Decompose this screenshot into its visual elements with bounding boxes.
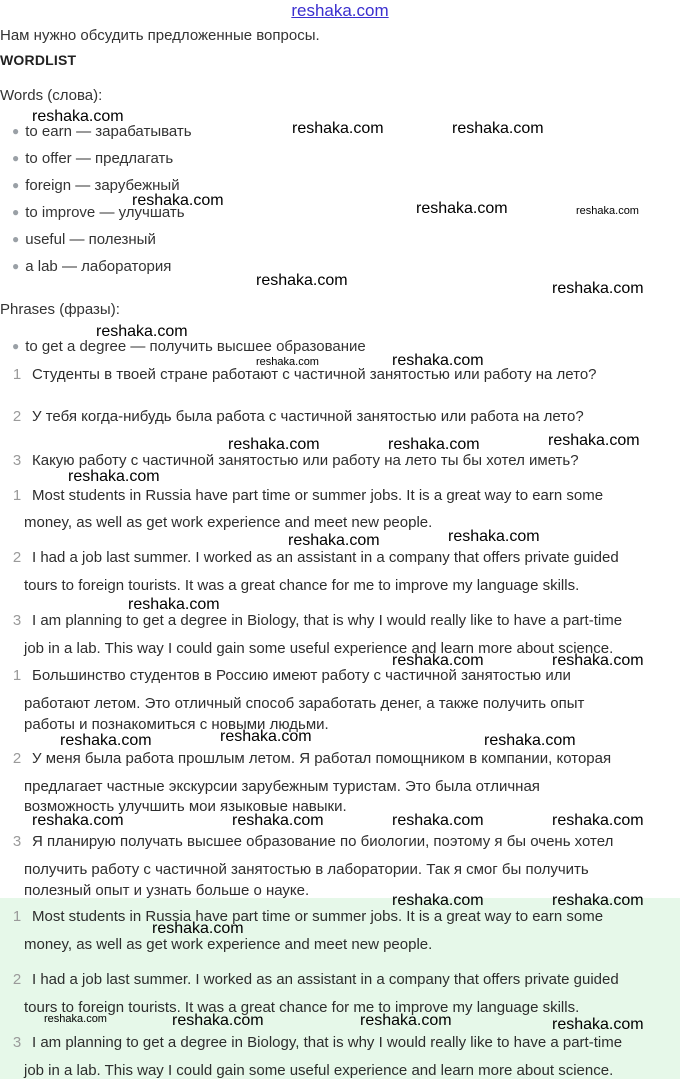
- watermark: reshaka.com: [548, 432, 640, 449]
- watermark: reshaka.com: [452, 120, 544, 137]
- answer-line: money, as well as get work experience and meet new people.: [24, 514, 433, 531]
- watermark: reshaka.com: [392, 812, 484, 829]
- answer-line: I had a job last summer. I worked as an assistant in a company that offers private guided: [32, 549, 619, 566]
- watermark: reshaka.com: [256, 356, 319, 368]
- watermark: reshaka.com: [256, 272, 348, 289]
- watermark: reshaka.com: [360, 1012, 452, 1029]
- watermark: reshaka.com: [552, 652, 644, 669]
- bullet-icon: ●: [12, 124, 20, 138]
- answer-line: Большинство студентов в Россию имеют работу с частичной занятостью или: [32, 667, 571, 684]
- answer-line: полезный опыт и узнать больше о науке.: [24, 882, 310, 899]
- answer-line: I am planning to get a degree in Biology, that is why I would really like to have a part-time: [32, 1034, 623, 1051]
- bullet-icon: ●: [12, 178, 20, 192]
- answer-line: I had a job last summer. I worked as an assistant in a company that offers private guided: [32, 971, 619, 988]
- word-text: useful — полезный: [25, 231, 156, 248]
- watermark: reshaka.com: [68, 468, 160, 485]
- watermark: reshaka.com: [152, 920, 244, 937]
- watermark: reshaka.com: [552, 280, 644, 297]
- answer-line: У меня была работа прошлым летом. Я работал помощником в компании, которая: [32, 750, 612, 767]
- word-text: a lab — лаборатория: [25, 258, 172, 275]
- watermark: reshaka.com: [288, 532, 380, 549]
- answer-number: 3: [12, 612, 22, 629]
- watermark: reshaka.com: [172, 1012, 264, 1029]
- watermark: reshaka.com: [392, 892, 484, 909]
- bullet-icon: ●: [12, 339, 20, 353]
- watermark: reshaka.com: [220, 728, 312, 745]
- answer-line: tours to foreign tourists. It was a great chance for me to improve my language skills.: [24, 577, 580, 594]
- answer-line: money, as well as get work experience and meet new people.: [24, 936, 433, 953]
- phrases-label: Phrases (фразы):: [0, 301, 120, 318]
- watermark: reshaka.com: [32, 812, 124, 829]
- watermark: reshaka.com: [60, 732, 152, 749]
- watermark: reshaka.com: [448, 528, 540, 545]
- watermark: reshaka.com: [128, 596, 220, 613]
- words-label: Words (слова):: [0, 87, 103, 104]
- answer-number: 1: [12, 487, 22, 504]
- phrase-text: to get a degree — получить высшее образование: [25, 338, 366, 355]
- question-number: 2: [12, 408, 22, 425]
- answer-number: 1: [12, 908, 22, 925]
- watermark: reshaka.com: [388, 436, 480, 453]
- bullet-icon: ●: [12, 259, 20, 273]
- question-text: У тебя когда-нибудь была работа с частичной занятостью или работа на лето?: [32, 408, 584, 425]
- answer-line: предлагает частные экскурсии зарубежным туристам. Это была отличная: [24, 778, 540, 795]
- word-item: [12, 258, 171, 275]
- watermark: reshaka.com: [228, 436, 320, 453]
- answer-number: 3: [12, 1034, 22, 1051]
- phrase-item: [12, 338, 366, 355]
- highlighted-answer-block: [0, 898, 680, 1079]
- answer-line: Most students in Russia have part time or summer jobs. It is a great way to earn some: [32, 908, 604, 925]
- watermark: reshaka.com: [552, 1016, 644, 1033]
- word-text: to offer — предлагать: [25, 150, 174, 167]
- answer-line: Most students in Russia have part time or summer jobs. It is a great way to earn some: [32, 487, 604, 504]
- word-item: [12, 150, 173, 167]
- answer-line: job in a lab. This way I could gain some useful experience and learn more about science.: [24, 640, 614, 657]
- watermark: reshaka.com: [552, 892, 644, 909]
- watermark: reshaka.com: [576, 205, 639, 217]
- site-link[interactable]: reshaka.com: [291, 1, 389, 20]
- answer-number: 2: [12, 549, 22, 566]
- answer-number: 1: [12, 667, 22, 684]
- watermark: reshaka.com: [132, 192, 224, 209]
- word-text: to earn — зарабатывать: [25, 123, 192, 140]
- answer-line: job in a lab. This way I could gain some useful experience and learn more about science.: [24, 1062, 614, 1079]
- watermark: reshaka.com: [96, 323, 188, 340]
- wordlist-heading: WORDLIST: [0, 52, 77, 68]
- word-text: foreign — зарубежный: [25, 177, 180, 194]
- watermark: reshaka.com: [484, 732, 576, 749]
- answer-line: tours to foreign tourists. It was a great chance for me to improve my language skills.: [24, 999, 580, 1016]
- watermark: reshaka.com: [44, 1013, 107, 1025]
- question-number: 3: [12, 452, 22, 469]
- answer-number: 2: [12, 971, 22, 988]
- watermark: reshaka.com: [552, 812, 644, 829]
- answer-line: I am planning to get a degree in Biology, that is why I would really like to have a part-time: [32, 612, 623, 629]
- watermark: reshaka.com: [392, 652, 484, 669]
- question-number: 1: [12, 366, 22, 383]
- watermark: reshaka.com: [292, 120, 384, 137]
- bullet-icon: ●: [12, 205, 20, 219]
- question-text: Какую работу с частичной занятостью или работу на лето ты бы хотел иметь?: [32, 452, 579, 469]
- bullet-icon: ●: [12, 151, 20, 165]
- word-item: [12, 231, 156, 248]
- answer-number: 3: [12, 833, 22, 850]
- question-text: Студенты в твоей стране работают с частичной занятостью или работу на лето?: [32, 366, 597, 383]
- bullet-icon: ●: [12, 232, 20, 246]
- watermark: reshaka.com: [232, 812, 324, 829]
- answer-line: Я планирую получать высшее образование по биологии, поэтому я бы очень хотел: [32, 833, 614, 850]
- watermark: reshaka.com: [32, 108, 124, 125]
- answer-line: получить работу с частичной занятостью в лаборатории. Так я смог бы получить: [24, 861, 589, 878]
- watermark: reshaka.com: [416, 200, 508, 217]
- word-text: to improve — улучшать: [25, 204, 185, 221]
- answer-line: работают летом. Это отличный способ заработать денег, а также получить опыт: [24, 695, 585, 712]
- watermark: reshaka.com: [392, 352, 484, 369]
- answer-number: 2: [12, 750, 22, 767]
- answer-line: возможность улучшить мои языковые навыки.: [24, 798, 347, 815]
- intro-text: Нам нужно обсудить предложенные вопросы.: [0, 27, 320, 44]
- answer-line: работы и познакомиться с новыми людьми.: [24, 716, 329, 733]
